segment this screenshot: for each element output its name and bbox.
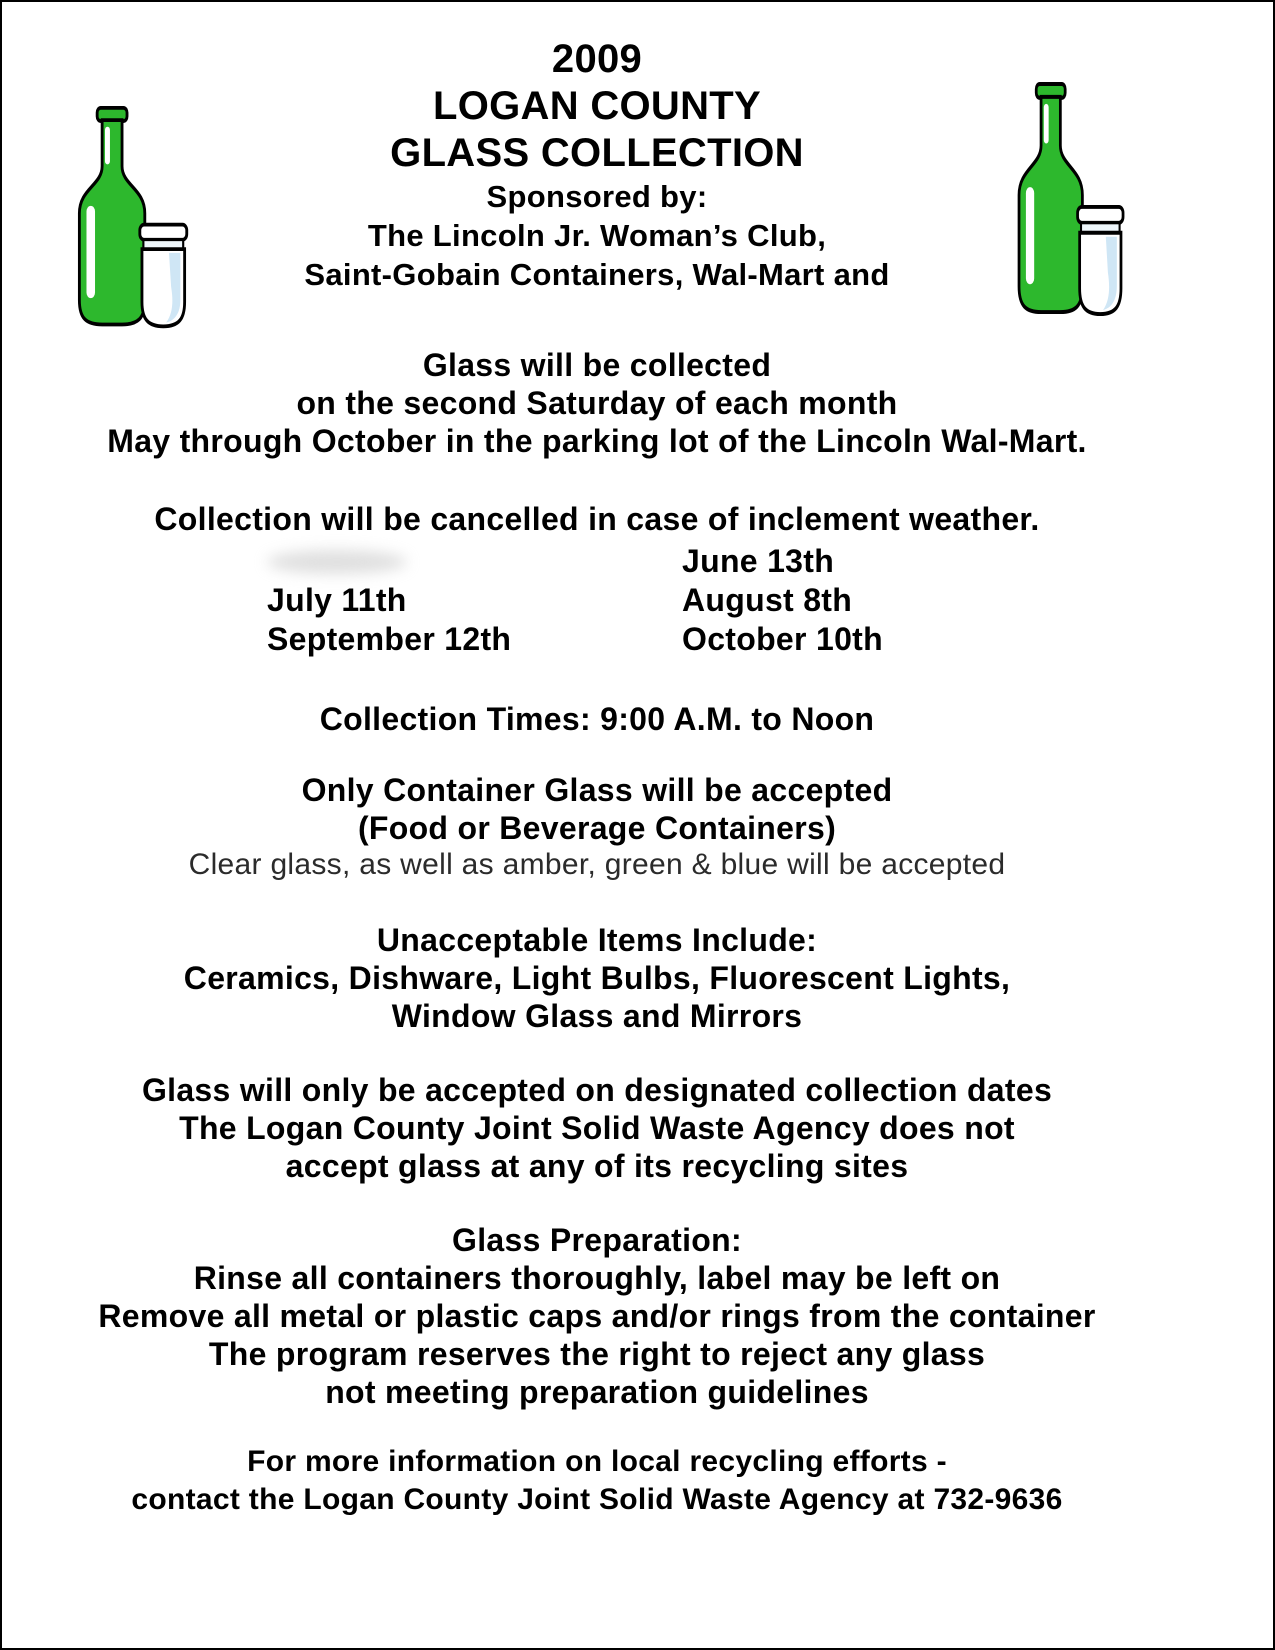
- cancellation-notice: Collection will be cancelled in case of inclement weather.: [154, 501, 1040, 537]
- unacceptable-line-1: Ceramics, Dishware, Light Bulbs, Fluorescent Lights,: [183, 960, 1011, 996]
- preparation-line-1: Rinse all containers thoroughly, label may be left on: [193, 1260, 1001, 1296]
- footer-line-1: For more information on local recycling efforts -: [247, 1445, 947, 1478]
- footer-contact: [2, 1443, 1192, 1519]
- accepted-line-3: Clear glass, as well as amber, green & blue will be accepted: [188, 848, 1006, 881]
- collection-intro: [2, 346, 1192, 460]
- preparation-line-3: The program reserves the right to reject any glass: [208, 1336, 986, 1372]
- preparation-section: [2, 1221, 1192, 1411]
- preparation-line-2: Remove all metal or plastic caps and/or rings from the container: [98, 1298, 1096, 1334]
- date-cell: August 8th: [682, 582, 853, 618]
- flyer-year: 2009: [551, 37, 643, 81]
- unacceptable-heading: Unacceptable Items Include:: [376, 922, 818, 958]
- preparation-heading: Glass Preparation:: [452, 1222, 742, 1258]
- policy-line-1: Glass will only be accepted on designated collection dates: [141, 1072, 1053, 1108]
- accepted-section: [2, 771, 1192, 883]
- date-cell: July 11th: [267, 582, 407, 618]
- policy-section: [2, 1071, 1192, 1185]
- date-cell: September 12th: [267, 621, 512, 657]
- accepted-line-1: Only Container Glass will be accepted: [301, 772, 893, 808]
- date-cell: October 10th: [682, 621, 883, 657]
- intro-line-2: on the second Saturday of each month: [296, 385, 898, 421]
- collection-dates: [267, 542, 1097, 659]
- flyer-title-line1: LOGAN COUNTY: [432, 84, 762, 128]
- sponsored-by-label: Sponsored by:: [486, 179, 708, 214]
- flyer-title-line2: GLASS COLLECTION: [390, 131, 804, 175]
- unacceptable-section: [2, 921, 1192, 1035]
- preparation-line-4: not meeting preparation guidelines: [325, 1374, 869, 1410]
- policy-line-2: The Logan County Joint Solid Waste Agency does not: [179, 1110, 1015, 1146]
- intro-line-3: May through October in the parking lot of the Lincoln Wal-Mart.: [107, 423, 1087, 459]
- sponsor-line-1: The Lincoln Jr. Woman’s Club,: [367, 218, 827, 253]
- unacceptable-line-2: Window Glass and Mirrors: [391, 998, 803, 1034]
- intro-line-1: Glass will be collected: [422, 347, 772, 383]
- collection-times: Collection Times: 9:00 A.M. to Noon: [319, 701, 875, 737]
- policy-line-3: accept glass at any of its recycling sites: [285, 1148, 909, 1184]
- footer-line-2: contact the Logan County Joint Solid Waste Agency at 732-9636: [131, 1483, 1063, 1516]
- sponsor-line-2: Saint-Gobain Containers, Wal-Mart and: [304, 257, 890, 292]
- accepted-line-2: (Food or Beverage Containers): [357, 810, 837, 846]
- redacted-date-smudge: [267, 550, 407, 574]
- date-cell-redacted: [267, 542, 682, 581]
- date-cell: June 13th: [682, 543, 835, 579]
